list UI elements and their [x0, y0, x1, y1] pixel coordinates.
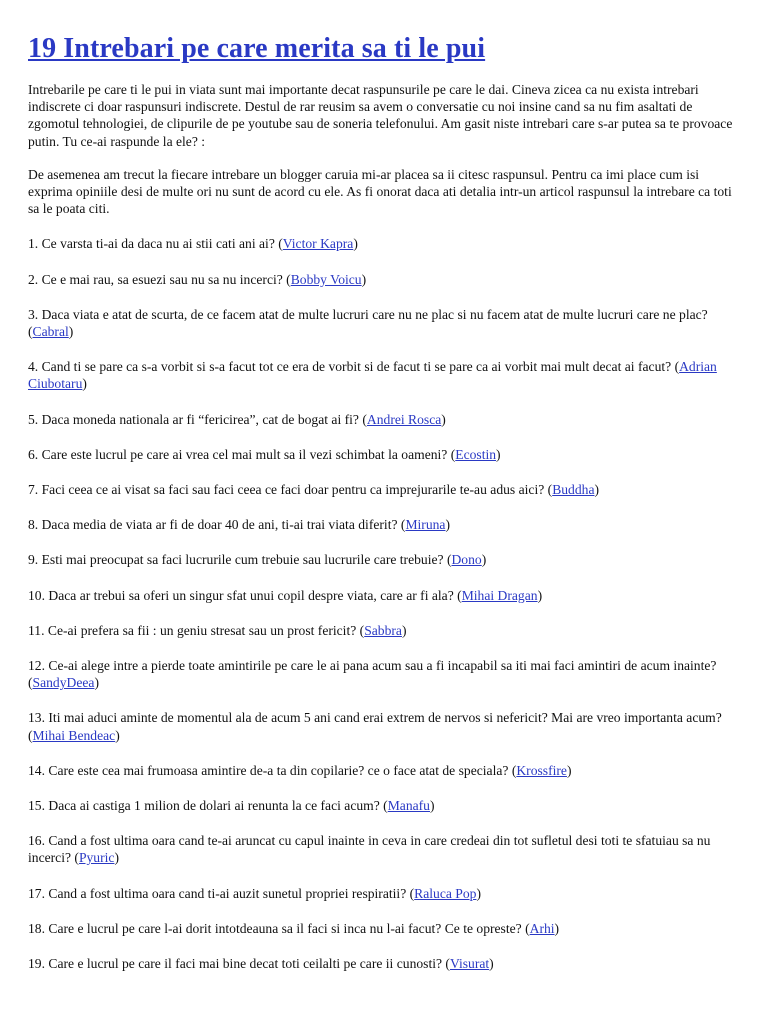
- blogger-link[interactable]: Mihai Dragan: [461, 587, 538, 603]
- question-item: [28, 306, 742, 340]
- closing-paren: ): [353, 236, 358, 252]
- blogger-link[interactable]: Andrei Rosca: [366, 411, 442, 427]
- question-text: 3. Daca viata e atat de scurta, de ce facem atat de multe lucruri care nu ne plac si nu facem atat de multe lucruri care ne plac? (: [28, 306, 708, 340]
- question-item: [28, 481, 742, 498]
- question-text: 7. Faci ceea ce ai visat sa faci sau faci ceea ce faci doar pentru ca imprejurarile te-au adus aici? (: [28, 482, 553, 498]
- question-text: 2. Ce e mai rau, sa esuezi sau nu sa nu incerci? (: [28, 271, 291, 287]
- blogger-link[interactable]: Arhi: [529, 920, 555, 936]
- closing-paren: ): [115, 727, 120, 743]
- blogger-link[interactable]: Adrian Ciubotaru: [28, 359, 717, 392]
- closing-paren: ): [114, 850, 119, 866]
- intro-paragraph-2: De asemenea am trecut la fiecare intrebare un blogger caruia mi-ar placea sa ii citesc raspunsul. Pentru ca imi place cum isi exprima opiniile desi de multe ori nu sunt de acord cu ele. As fi onorat daca ati detalia intr-un articol raspunsul la intrebare ca toti sa le poata citi.: [28, 166, 732, 217]
- question-text: 4. Cand ti se pare ca s-a vorbit si s-a facut tot ce era de vorbit si de facut ti se pare ca ai vorbit mai mult decat ai facut? (: [28, 359, 680, 375]
- question-item: [28, 551, 742, 568]
- question-text: 15. Daca ai castiga 1 milion de dolari ai renunta la ce faci acum? (: [28, 798, 388, 814]
- blogger-link[interactable]: Krossfire: [516, 762, 567, 778]
- question-item: [28, 709, 742, 743]
- question-text: 1. Ce varsta ti-ai da daca nu ai stii cati ani ai? (: [28, 236, 283, 252]
- question-item: [28, 832, 742, 866]
- blogger-link[interactable]: Pyuric: [78, 850, 115, 866]
- question-item: [28, 446, 742, 463]
- question-item: [28, 657, 742, 691]
- closing-paren: ): [594, 482, 600, 498]
- question-item: [28, 920, 742, 937]
- question-item: [28, 235, 742, 252]
- question-item: [28, 411, 742, 428]
- question-item: [28, 358, 742, 392]
- closing-paren: ): [554, 920, 560, 936]
- question-item: [28, 271, 742, 288]
- closing-paren: ): [429, 798, 435, 814]
- question-text: 5. Daca moneda nationala ar fi “fericirea”, cat de bogat ai fi? (: [28, 411, 367, 427]
- intro-paragraph-1: Intrebarile pe care ti le pui in viata sunt mai importante decat raspunsurile pe care le dai. Cineva zicea ca nu exista intrebari indiscrete ci doar raspunsuri indiscrete. Destul de rar reusim sa avem o conversatie cu noi insine cand sa nu fim asaltati de zgomotul tehnologiei, de clipurile de pe youtube sau de soneria telefonului. Am gasit niste intrebari care s-ar putea sa te provoace putin. Tu ce-ai raspunde la ele? :: [28, 82, 733, 149]
- question-text: 8. Daca media de viata ar fi de doar 40 de ani, ti-ai trai viata diferit? (: [28, 517, 406, 533]
- closing-paren: ): [68, 324, 74, 340]
- closing-paren: ): [481, 552, 487, 568]
- blogger-link[interactable]: SandyDeea: [32, 675, 95, 691]
- question-item: [28, 885, 742, 902]
- blogger-link[interactable]: Miruna: [405, 517, 446, 533]
- question-text: 14. Care este cea mai frumoasa amintire de-a ta din copilarie? ce o face atat de speciala? (: [28, 762, 517, 778]
- question-text: 12. Ce-ai alege intre a pierde toate amintirile pe care le ai pana acum sau a fi incapabil sa iti mai faci amintiri de acum inainte? (: [28, 658, 717, 691]
- question-text: 19. Care e lucrul pe care il faci mai bine decat toti ceilalti pe care ii cunosti? (: [28, 956, 450, 972]
- blogger-link[interactable]: Manafu: [387, 798, 430, 814]
- question-text: 16. Cand a fost ultima oara cand te-ai aruncat cu capul inainte in ceva in care credeai din tot sufletul desi toti te sfatuiau sa nu incerci? (: [28, 833, 711, 866]
- blogger-link[interactable]: Dono: [451, 552, 482, 568]
- closing-paren: ): [476, 885, 481, 901]
- blogger-link[interactable]: Ecostin: [455, 446, 497, 462]
- question-text: 13. Iti mai aduci aminte de momentul ala de acum 5 ani cand erai extrem de nervos si nefericit? Mai are vreo importanta acum? (: [28, 710, 722, 743]
- closing-paren: ): [361, 271, 367, 287]
- blogger-link[interactable]: Victor Kapra: [282, 236, 354, 252]
- question-text: 6. Care este lucrul pe care ai vrea cel mai mult sa il vezi schimbat la oameni? (: [28, 446, 456, 462]
- blogger-link[interactable]: Bobby Voicu: [290, 271, 362, 287]
- blogger-link[interactable]: Cabral: [32, 324, 69, 340]
- blogger-link[interactable]: Visurat: [449, 956, 490, 972]
- closing-paren: ): [537, 587, 543, 603]
- question-item: [28, 762, 742, 779]
- title-link[interactable]: 19 Intrebari pe care merita sa ti le pui: [28, 33, 486, 64]
- question-item: [28, 516, 742, 533]
- blogger-link[interactable]: Sabbra: [364, 622, 402, 638]
- closing-paren: ): [441, 411, 446, 427]
- closing-paren: ): [566, 762, 572, 778]
- question-list: [28, 235, 742, 972]
- closing-paren: ): [401, 622, 407, 638]
- blogger-link[interactable]: Buddha: [552, 482, 595, 498]
- blogger-link[interactable]: Raluca Pop: [414, 885, 477, 901]
- question-item: [28, 622, 742, 639]
- closing-paren: ): [496, 446, 501, 462]
- page-title: [28, 30, 742, 68]
- question-item: [28, 955, 742, 972]
- question-item: [28, 797, 742, 814]
- closing-paren: ): [489, 956, 494, 972]
- question-text: 11. Ce-ai prefera sa fii : un geniu stresat sau un prost fericit? (: [28, 622, 365, 638]
- closing-paren: ): [445, 517, 450, 533]
- question-text: 17. Cand a fost ultima oara cand ti-ai auzit sunetul propriei respiratii? (: [28, 885, 415, 901]
- closing-paren: ): [94, 675, 99, 691]
- blogger-link[interactable]: Mihai Bendeac: [32, 727, 116, 743]
- question-text: 9. Esti mai preocupat sa faci lucrurile cum trebuie sau lucrurile care trebuie? (: [28, 552, 452, 568]
- question-text: 10. Daca ar trebui sa oferi un singur sfat unui copil despre viata, care ar fi ala? (: [28, 587, 462, 603]
- question-item: [28, 587, 742, 604]
- closing-paren: ): [82, 376, 87, 392]
- question-text: 18. Care e lucrul pe care l-ai dorit intotdeauna sa il faci si inca nu l-ai facut? Ce te opreste? (: [28, 920, 530, 936]
